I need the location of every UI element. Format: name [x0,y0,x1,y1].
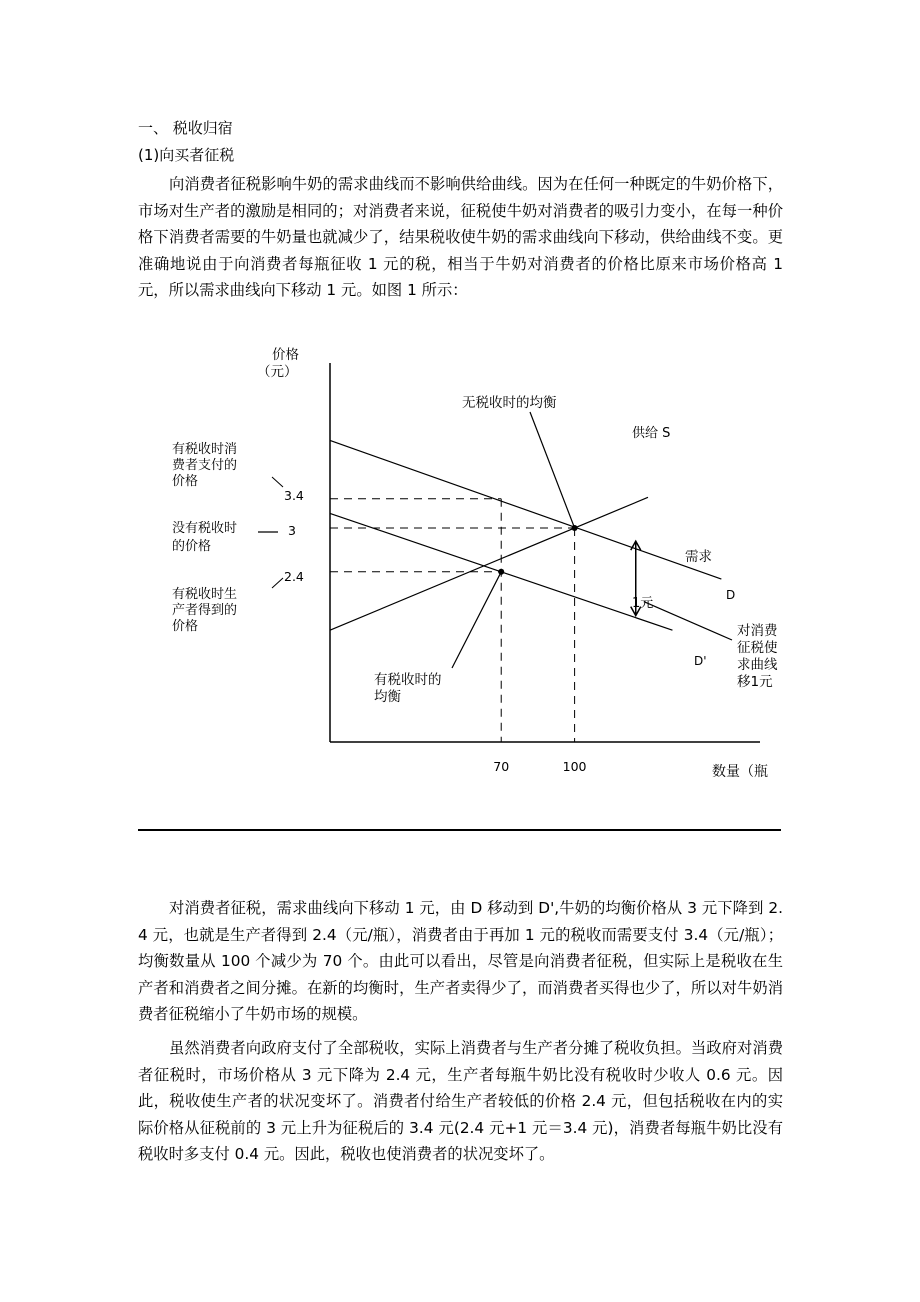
subsection-title: (1)向买者征税 [138,146,235,164]
pointer-no-tax-equilibrium [530,412,575,528]
pointer-consumer-price [272,477,283,487]
consumer-price-label-2: 费者支付的 [172,458,238,473]
tax-equilibrium-label-1: 有税收时的 [374,672,442,688]
x-tick-70: 70 [493,759,510,774]
no-tax-price-label-2: 的价格 [172,539,212,554]
shift-note-line-4: 移1元 [737,674,773,690]
producer-price-label-2: 产者得到的 [172,603,238,618]
supply-label: 供给 S [632,426,671,441]
supply-curve [330,497,648,630]
demand-d-label: D [726,588,736,602]
x-tick-100: 100 [562,759,587,774]
shift-note-line-2: 征税使 [737,640,778,656]
y-tick-3.4: 3.4 [284,488,304,503]
tax-equilibrium-label-2: 均衡 [374,689,401,705]
section-title: 一、 税收归宿 [138,119,233,137]
producer-price-label-1: 有税收时生 [172,587,238,602]
pointer-tax-equilibrium [452,572,501,668]
y-tick-2.4: 2.4 [284,569,304,584]
demand-d-prime-label: D' [694,654,707,668]
analysis-paragraph: 对消费者征税，需求曲线向下移动 1 元，由 D 移动到 D',牛奶的均衡价格从 3 元下降到 2.4 元，也就是生产者得到 2.4（元/瓶），消费者由于再加 1 元的税收而需要支付 3.4（元/瓶）；均衡数量从 100 个减少为 70 个。由此可以看出，尽管是向消费者征税，但实际上是税收在生产者和消费者之间分摊。在新的均衡时，生产者卖得少了，而消费者买得也少了，所以对牛奶消费者征税缩小了牛奶市场的规模。 [138,899,783,1023]
producer-price-label-3: 价格 [172,619,199,634]
consumer-price-label-1: 有税收时消 [172,442,238,457]
consumer-price-label-3: 价格 [172,474,199,489]
y-axis-label-line-1: 价格 [272,347,299,363]
shift-amount-label: 1元 [632,596,654,611]
divider-line [138,829,781,831]
no-tax-equilibrium-label: 无税收时的均衡 [462,395,557,411]
demand-curve-d [330,440,721,579]
x-axis-label: 数量（瓶 [712,764,768,780]
y-tick-3: 3 [288,523,296,538]
pointer-producer-price [272,578,283,588]
conclusion-paragraph: 虽然消费者向政府支付了全部税收，实际上消费者与生产者分摊了税收负担。当政府对消费者征税时，市场价格从 3 元下降为 2.4 元，生产者每瓶牛奶比没有税收时少收人 0.6 元。因此，税收使生产者的状况变坏了。消费者付给生产者较低的价格 2.4 元，但包括税收在内的实际价格从征税前的 3 元上升为征税后的 3.4 元(2.4 元+1 元＝3.4 元)，消费者每瓶牛奶比没有税收时多支付 0.4 元。因此，税收也使消费者的状况变坏了。 [138,1039,783,1163]
y-axis-label-line-2: （元） [257,364,298,380]
shift-note-line-3: 求曲线 [737,657,778,673]
intro-paragraph: 向消费者征税影响牛奶的需求曲线而不影响供给曲线。因为在任何一种既定的牛奶价格下，市场对生产者的激励是相同的；对消费者来说，征税使牛奶对消费者的吸引力变小，在每一种价格下消费者需要的牛奶量也就减少了，结果税收使牛奶的需求曲线向下移动，供给曲线不变。更准确地说由于向消费者每瓶征收 1 元的税，相当于牛奶对消费者的价格比原来市场价格高 1 元，所以需求曲线向下移动 1 元。如图 1 所示： [138,175,783,299]
shift-note-line-1: 对消费 [737,623,778,639]
no-tax-price-label-1: 没有税收时 [172,521,238,536]
pointer-shift-note [644,602,732,640]
demand-word-label: 需求 [685,549,712,565]
